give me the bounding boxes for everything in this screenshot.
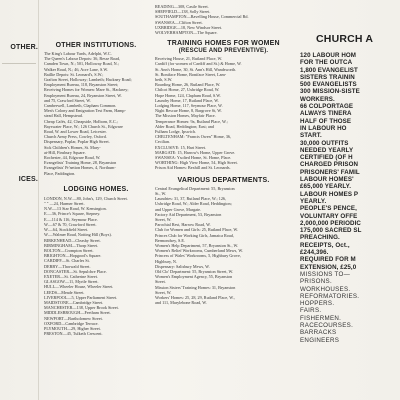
training-home-line: CHELTENHAM: "Francis Owen" Home, 36, [155, 134, 232, 140]
stat-line: CERTIFIED (OF H [300, 154, 353, 162]
left-clipped-column [0, 0, 39, 400]
stat-line: REQUIRED FOR M [300, 256, 356, 264]
stat-line: WORKERS. [300, 95, 335, 103]
training-home-line: Lodging Home, 117, Seymour Place, W. [155, 103, 223, 109]
right-column [298, 0, 400, 400]
institution-line: Rochester, 44, Edgware Road, W. [44, 155, 101, 161]
stat-line: £244,396. [300, 249, 329, 257]
other-institutions-list [44, 51, 148, 176]
lodging-home-line: BIRMINGHAM—Thorp Street. [44, 242, 99, 248]
training-homes-subtitle: (RESCUE AND PREVENTIVE). [178, 48, 269, 55]
department-line: Mission Sisters' Training Homes: 31, Bryanston [155, 284, 236, 290]
stat-line: CHARGED PRISON [300, 161, 359, 169]
training-home-line: EXCLUSIVE: 15, Hart Street. [155, 144, 207, 150]
training-home-line: MARGATE: 15, Harrow's Home, Upper Grove. [155, 149, 236, 155]
department-line: and Upper Grove, Margate. [155, 206, 202, 212]
institution-line: Bayswater Place, W.; 126 Church St., Edgware [44, 123, 123, 129]
lodging-home-line: SWANSEA—Clifton Street. [155, 19, 203, 25]
lodging-home-line: LIVERPOOL—5, Upper Parliament Street. [44, 294, 118, 300]
lodging-home-line: CARDIFF—St. Charles St. [44, 258, 90, 264]
institution-line: Receiving Homes for Women: Mare St., Hackney; [44, 87, 129, 93]
left-header-2: ICES. [18, 176, 38, 183]
institution-line: Walker Road, N.; 46, Acre Lane, S.W. [44, 66, 108, 72]
lodging-home-line: DONCASTER—St. Sepulchre Place. [44, 268, 107, 274]
stat-line: HALF OF THOSE [300, 117, 352, 125]
training-home-line: The Mission Homes, Mayfair Place. [155, 113, 216, 119]
left-header-1: OTHER. [10, 44, 38, 51]
stat-line: 66 COLPORTAGE [300, 103, 354, 111]
stat-line: IN LABOUR HO [300, 124, 347, 132]
training-home-line: Alder Road, Heddington; East; and [155, 123, 214, 129]
training-home-line: Night Rescue Home, 8, Bargrove St, W. [155, 108, 222, 114]
department-line: Club for Women and Girls: 25, Rutland Place, W. [155, 227, 238, 233]
lodging-home-line: BRIGHTON—Hopgood's Square. [44, 253, 102, 259]
lodging-home-line: W.—67 & 70, Crawford Street. [44, 221, 97, 227]
lodging-home-line: E.—36, Prince's Square, Stepney. [44, 211, 101, 217]
middle-column [44, 0, 148, 400]
training-home-line: Chilcot Home, 27, Uxbridge Road, W. [155, 87, 220, 93]
lodging-home-line: READING—308, Castle Street. [155, 4, 209, 9]
training-homes-list [155, 56, 292, 170]
stat-line: ALWAYS TINERA [300, 110, 352, 118]
institution-line: Sick Children's Homes, St. Mary- [44, 144, 101, 150]
other-institutions-title: OTHER INSTITUTIONS. [55, 42, 137, 49]
department-line: Women's Relief Workrooms, Cumberland Mews, W. [155, 248, 243, 254]
stat-line: FAIRS. [300, 307, 322, 315]
institution-line: Camberwell, Lambeth, Clapham Common. [44, 103, 117, 109]
institution-line: stead Hall, Hempstead. [44, 113, 83, 119]
lodging-home-line: NEWPORT—Bartholomew Street. [44, 315, 103, 321]
middle-column-2 [155, 0, 292, 400]
stat-line: 30,000 OUTFITS [300, 139, 349, 147]
stat-line: ENGINEERS [300, 336, 340, 344]
stat-line: RACECOURSES. [300, 321, 354, 329]
department-line: and 111, Marylebone Road, W. [155, 300, 207, 306]
lodging-homes-list [44, 196, 148, 336]
stat-line: VOLUNTARY OFFE [300, 212, 358, 220]
lodging-home-line: MAIDSTONE—Cambridge Street. [44, 299, 104, 305]
department-line: Factory Aid Department, 53, Bryanston [155, 211, 222, 217]
church-army-title: CHURCH A [316, 33, 374, 45]
department-line: Uxbridge Road, W.; Alder Road, Heddington; [155, 201, 232, 207]
department-line: Street, W. [155, 289, 172, 295]
department-line: Women's Help Department, 57, Bryanston St., W. [155, 242, 239, 248]
lodging-home-line: PLYMOUTH—29, Higher Street. [44, 325, 101, 331]
lodging-home-line: BOLTON—Crompton Street. [44, 247, 94, 253]
lodging-home-line: MANCHESTER—138, Upper Brook Street. [44, 305, 119, 311]
training-home-line: St. Boniface Home, Boniface Street, Lam- [155, 71, 227, 77]
stat-line: PRISONERS' FAMIL [300, 168, 360, 176]
lodging-homes-title: LODGING HOMES. [63, 185, 129, 193]
stat-line: BARRACKS [300, 329, 337, 337]
various-departments-list [155, 186, 292, 306]
lodging-home-line: DERBY—Thorwald Street. [44, 263, 91, 269]
lodging-home-line: PRESTON—45, Tulketh Crescent. [44, 331, 103, 337]
training-home-line: Receiving House, 21, Rutland Place, W. [155, 56, 223, 62]
left-rule [2, 63, 36, 64]
institution-line: The Queen's Labour Depots: 36, Besse Road, [44, 56, 121, 62]
institution-line: Baillie Depots: St. Leonard's, S.W.; [44, 71, 104, 77]
department-line: Workers' Homes: 25, 28, 29, Rutland Place, W., [155, 294, 235, 300]
institution-line: Cheap Cafés, 42, Cheapside, Holborn, E.C.; [44, 118, 118, 124]
lodging-home-line: UXBRIDGE—18, New Windsor Street. [155, 24, 223, 30]
stat-line: PEOPLE'S PENCE, [300, 205, 357, 213]
lodging-home-line: SOUTHAMPTON—Ravelling House, Commercial Rd. [155, 14, 249, 20]
training-homes-title: TRAINING HOMES FOR WOMEN [167, 40, 280, 48]
department-line: Highbury, N. [155, 258, 177, 264]
various-departments-title: VARIOUS DEPARTMENTS. [177, 176, 270, 184]
department-line: Street, W. [155, 216, 172, 222]
department-line: Dispensary: Salisbury Mews, W. [155, 263, 210, 269]
institution-line: Dispensary, Poplar, Poplar High Street. [44, 139, 110, 145]
stat-line: PREACHING. [300, 234, 340, 242]
training-home-line: St. Ann's Home, 30, St. Ann's Hill, Wandsworth. [155, 66, 237, 72]
stat-line: START. [300, 132, 322, 140]
lodging-home-line: LEEDS—Meade Street. [44, 289, 85, 295]
department-line: Parochial Rest, Harrow Road, W. [155, 222, 211, 228]
stat-line: EXTENSION, £25,0 [300, 263, 357, 271]
stat-line: REFORMATORIES. [300, 292, 360, 300]
stat-line: £65,000 YEARLY. [300, 183, 352, 191]
stat-line: MISSIONS TO— [300, 270, 351, 278]
institution-line: Road, W. and Lower Road, Leicester. [44, 129, 107, 135]
institution-line: Church Army Press, Cowley, Oxford. [44, 134, 107, 140]
lodging-home-line: OXFORD—Cambridge Terrace. [44, 320, 99, 326]
lodging-home-line: W.—Walmer Road, Notting Hill (Boys). [44, 232, 112, 238]
department-line: Princess of Wales' Workrooms, 5, Highbury Grove, [155, 253, 241, 259]
stat-line: RECEIPTS, Oct., [300, 241, 350, 249]
stat-line: FOR THE OUTCA [300, 59, 353, 67]
stat-line: 500 EVANGELISTS [300, 81, 357, 89]
training-home-line: beth, S.W. [155, 77, 173, 83]
stat-line: SISTERS TRAININ [300, 73, 355, 81]
institution-line: The King's Labour Yards, Adelphi, W.C. [44, 51, 112, 56]
stat-line: 175,000 SACRED SL [300, 227, 362, 235]
stat-line: 2,000,000 PERIODIC [300, 219, 361, 227]
institution-line: Camden Town, N.; 501, Holloway Road, N.; [44, 61, 119, 67]
department-line: Bermondsey, S.E. [155, 237, 185, 243]
training-home-line: WORTHING: High View Home, 54, High Street. [155, 160, 238, 166]
training-home-line: Cecilian. [155, 139, 170, 145]
department-line: St., W. [155, 190, 167, 196]
lodging-home-line: EXETER—St. Catherine Street. [44, 273, 98, 279]
institution-line: Place, Paddington. [44, 170, 76, 176]
institution-line: at-Hill, Finsbury Square. [44, 149, 86, 155]
lodging-home-line: BIRKENHEAD—Cleasby Street. [44, 237, 101, 243]
mid2-top-list [155, 4, 292, 35]
stat-line: NEEDED YEARLY [300, 146, 354, 154]
department-line: Laundries: 31, 37, Rutland Place, W.; 126, [155, 196, 227, 202]
stat-line: PRISONS. [300, 278, 332, 286]
lodging-home-line: LONDON, N.W.—80, John's, 129, Church Street. [44, 195, 128, 201]
stat-line: LABOUR HOMES' [300, 176, 354, 184]
lodging-home-line: " " —24, Harmer Street. [44, 201, 85, 207]
institution-line: Evangelists' Pr'netion Homes, 4, Northum- [44, 165, 116, 171]
lodging-home-line: WOLVERHAMPTON—The Square. [155, 30, 218, 36]
training-home-line: Prison Aid Homes: Bexhill and St. Leonards. [155, 165, 231, 171]
stat-line: 120 LABOUR HOM [300, 52, 357, 59]
training-home-line: Temperance Homes: 9a, Rutland Place, W.; [155, 118, 228, 124]
stat-line: WORKHOUSES. [300, 285, 351, 293]
department-line: Women's Employment Agency, 55, Bryanston [155, 274, 233, 280]
institution-line: Grafton Street, Holloway; Lambeth; Hackney Road; [44, 77, 132, 83]
institution-line: Men's Colony and Emigration Test Farm, Hamp- [44, 108, 126, 114]
stat-line: 1,800 EVANGELIST [300, 66, 358, 74]
department-line: Central Evangelical Department: 55, Bryanston [155, 185, 235, 191]
institution-line: Employment Bureau, 24, Bryanston Street, W. [44, 92, 122, 98]
stat-line: HOPPERS. [300, 300, 335, 308]
institution-line: Employment Bureau, 118, Bryanston Street; [44, 82, 119, 88]
lodging-home-line: MIDDLESBROUGH—Feetham Street. [44, 310, 111, 316]
institution-line: and 75, Crawford Street, W. [44, 97, 91, 103]
training-home-line: SWANSEA: Ysolted Home, St. Home, Place. [155, 155, 232, 161]
department-line: Old Clo' Department: 55, Bryanston Street, W. [155, 268, 234, 274]
stat-line: YEARLY. [300, 197, 327, 205]
training-home-line: Boarding Home, 26, Rutland Place, W. [155, 82, 221, 88]
lodging-home-line: W.—64, Stockfield Street. [44, 227, 89, 233]
training-home-line: Fulham Lodge, Ipswich. [155, 129, 196, 135]
church-army-stats-list [298, 52, 400, 344]
lodging-home-line: GLASGOW—11, Myrtle Street. [44, 279, 99, 285]
institution-line: Evangelists' Training Home, 28, Bryanston [44, 160, 117, 166]
training-home-line: Laundry Home, 17, Rutland Place, W. [155, 97, 219, 103]
lodging-home-line: E.—114 & 116, Seymour Place. [44, 216, 98, 222]
stat-line: LABOUR HOMES P [300, 190, 359, 198]
department-line: Street. [155, 279, 166, 285]
lodging-home-line: N.W.—13 Star Road, W. Kensington. [44, 206, 107, 212]
training-home-line: Cardiff (for women of Cardiff and St.) & Home, W. [155, 61, 242, 67]
lodging-home-line: HULL—Wheeler House, Wheeler Street. [44, 284, 114, 290]
stat-line: 300 MISSION-SISTE [300, 88, 360, 96]
lodging-home-line: SHEFFIELD—138, Solly Street. [155, 9, 211, 15]
stat-line: FISHERMEN. [300, 314, 342, 322]
department-line: Princes Club for Working Girls, Jamaica Road, [155, 232, 234, 238]
training-home-line: Hope Home, 124, Clapham Road, S.W. [155, 92, 221, 98]
